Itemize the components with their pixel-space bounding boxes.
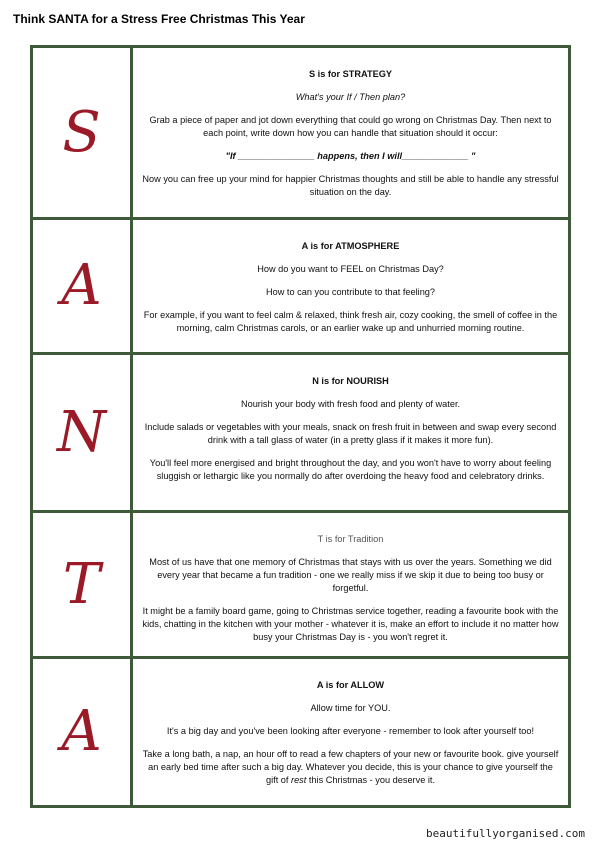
row-atmosphere	[33, 220, 568, 355]
subquestion-strategy: What's your If / Then plan?	[295, 92, 406, 102]
content-atmosphere	[133, 220, 568, 352]
paragraph-allow-3-end: this Christmas - you deserve it.	[306, 775, 436, 785]
letter-cell-t	[33, 513, 133, 656]
heading-strategy: S is for STRATEGY	[308, 69, 393, 79]
letter-t: T	[62, 551, 101, 617]
heading-atmosphere: A is for ATMOSPHERE	[301, 241, 400, 251]
paragraph-atmosphere-2: How to can you contribute to that feeling?	[265, 287, 436, 297]
paragraph-nourish-2: Include salads or vegetables with your meals, snack on fresh fruit in between and swap every second drink with a tall glass of water (in a pretty glass if it makes it more fun).	[144, 422, 557, 445]
paragraph-allow-1: Allow time for YOU.	[310, 703, 391, 713]
paragraph-atmosphere-1: How do you want to FEEL on Christmas Day?	[257, 264, 444, 274]
letter-cell-a1	[33, 220, 133, 352]
paragraph-tradition-2: It might be a family board game, going to Christmas service together, reading a favourite book with the kids, chatting in the kitchen with your mother - whatever it is, make an effort to include it no matter how busy your Christmas Day is - you won't regret it.	[142, 606, 559, 642]
santa-table	[30, 45, 571, 808]
row-allow	[33, 659, 568, 805]
content-strategy	[133, 48, 568, 217]
heading-nourish: N is for NOURISH	[312, 376, 389, 386]
paragraph-atmosphere-3: For example, if you want to feel calm & relaxed, think fresh air, cozy cooking, the smell of coffee in the morning, calm Christmas carols, or an earlier wake up and unhurried morning routine.	[143, 310, 558, 333]
letter-a2: A	[61, 699, 102, 764]
paragraph-allow-3-start: Take a long bath, a nap, an hour off to read a few chapters of your new or favourite book. give yourself an early bed time after such a big day. Whatever you decide, this is your chance to give yourself the gift of	[142, 749, 559, 785]
row-tradition	[33, 513, 568, 659]
row-nourish	[33, 355, 568, 513]
paragraph-nourish-3: You'll feel more energised and bright throughout the day, and you won't have to worry about feeling sluggish or lethargic like you normally do after overdoing the heavy food and celebratory drinks.	[149, 458, 552, 481]
row-strategy	[33, 48, 568, 220]
if-then-template: "If _______________ happens, then I will_____________ "	[225, 151, 476, 161]
content-allow	[133, 659, 568, 805]
letter-cell-s	[33, 48, 133, 217]
letter-n: N	[57, 399, 106, 465]
heading-tradition: T is for Tradition	[317, 534, 384, 544]
paragraph-strategy-3: Now you can free up your mind for happier Christmas thoughts and still be able to handle any stressful situation on the day.	[142, 174, 559, 197]
page-title: Think SANTA for a Stress Free Christmas This Year	[13, 12, 305, 26]
content-tradition	[133, 513, 568, 656]
paragraph-allow-3-emphasis: rest	[291, 775, 307, 785]
paragraph-strategy-1: Grab a piece of paper and jot down everything that could go wrong on Christmas Day. Then next to each point, write down how you can handle that situation should it occur:	[149, 115, 552, 138]
paragraph-allow-2: It's a big day and you've been looking after everyone - remember to look after yourself too!	[166, 726, 535, 736]
footer-website: beautifullyorganised.com	[426, 827, 585, 840]
content-nourish	[133, 355, 568, 510]
letter-a1: A	[61, 253, 102, 318]
paragraph-tradition-1: Most of us have that one memory of Christmas that stays with us over the years. Something we did every year that became a fun tradition - one we really miss if we skip it due to being too busy or forgetful.	[149, 557, 552, 593]
letter-cell-n	[33, 355, 133, 510]
paragraph-nourish-1: Nourish your body with fresh food and plenty of water.	[240, 399, 461, 409]
letter-cell-a2	[33, 659, 133, 805]
paragraph-allow-3	[141, 748, 560, 787]
heading-allow: A is for ALLOW	[316, 680, 385, 690]
letter-s: S	[62, 99, 101, 165]
